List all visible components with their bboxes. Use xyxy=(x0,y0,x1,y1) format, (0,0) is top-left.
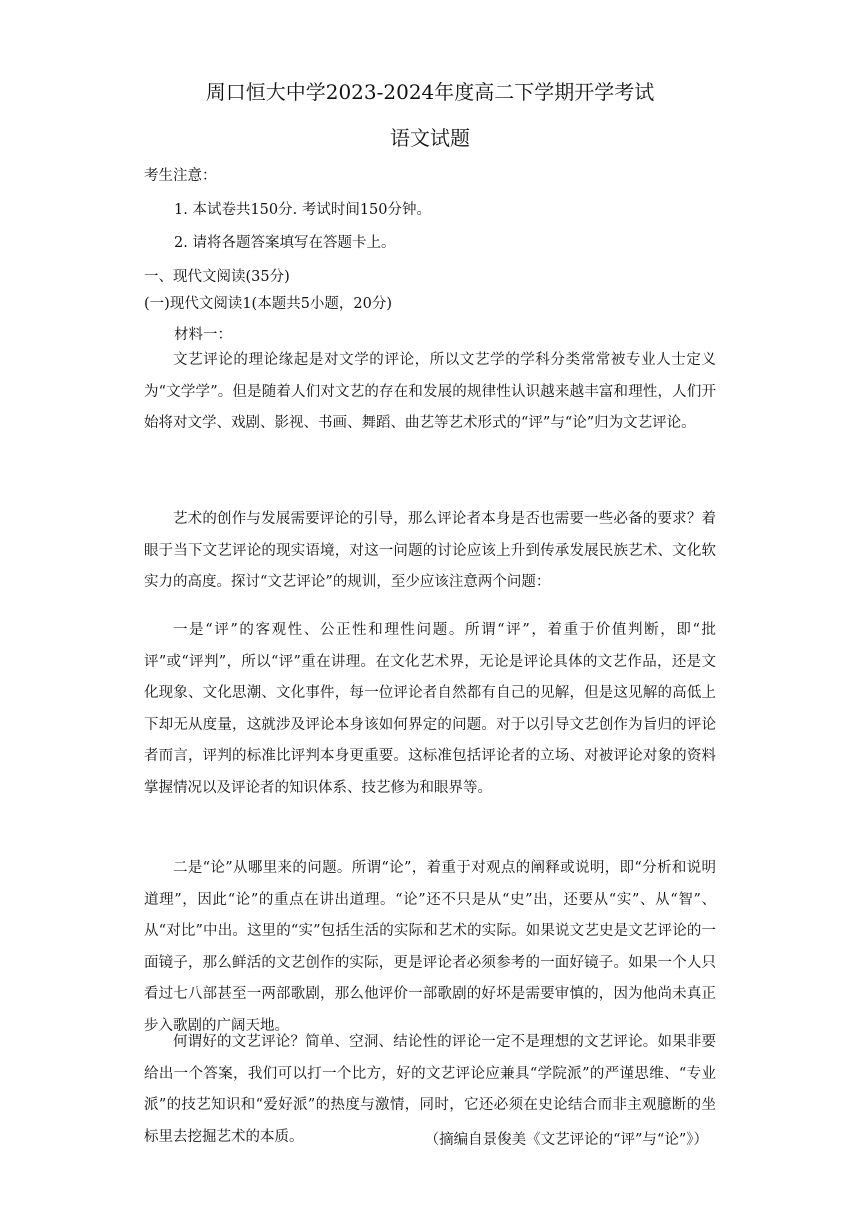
section-heading: 一、现代文阅读(35分) xyxy=(144,269,290,285)
notice-heading: 考生注意： xyxy=(144,168,217,184)
subsection-heading: (一)现代文阅读1(本题共5小题，20分) xyxy=(144,296,393,312)
paragraph-1: 文艺评论的理论缘起是对文学的评论，所以文艺学的学科分类常常被专业人士定义为“文学学”。但是随着人们对文艺的存在和发展的规律性认识越来越丰富和理性，人们开始将对文学、戏剧、影视、书画、舞蹈、曲艺等艺术形式的“评”与“论”归为文艺评论。 xyxy=(144,352,716,432)
exam-title: 周口恒大中学2023-2024年度高二下学期开学考试 xyxy=(205,80,655,104)
source-citation: （摘编自景俊美《文艺评论的“评”与“论”》） xyxy=(424,1132,708,1148)
material-label: 材料一： xyxy=(174,327,232,343)
notice-item-2: 2. 请将各题答案填写在答题卡上。 xyxy=(174,235,396,251)
notice-item-1: 1. 本试卷共150分. 考试时间150分钟。 xyxy=(174,202,432,218)
paragraph-4: 二是“论”从哪里来的问题。所谓“论”，着重于对观点的阐释或说明，即“分析和说明道理”，因此“论”的重点在讲出道理。“论”还不只是从“史”出，还要从“实”、从“智”、从“对比”中出。这里的“实”包括生活的实际和艺术的实际。如果说文艺史是文艺评论的一面镜子，那么鲜活的文艺创作的实际，更是评论者必须参考的一面好镜子。如果一个人只看过七八部甚至一两部歌剧，那么他评价一部歌剧的好坏是需要审慎的，因为他尚未真正步入歌剧的广阔天地。 xyxy=(144,860,716,1034)
paragraph-5: 何谓好的文艺评论？简单、空洞、结论性的评论一定不是理想的文艺评论。如果非要给出一个答案，我们可以打一个比方，好的文艺评论应兼具“学院派”的严谨思维、“专业派”的技艺知识和“爱好派”的热度与激情，同时，它还必须在史论结合而非主观臆断的坐标里去挖掘艺术的本质。 xyxy=(144,1034,716,1145)
exam-subtitle: 语文试题 xyxy=(390,126,470,150)
paragraph-2: 艺术的创作与发展需要评论的引导，那么评论者本身是否也需要一些必备的要求？着眼于当下文艺评论的现实语境，对这一问题的讨论应该上升到传承发展民族艺术、文化软实力的高度。探讨“文艺评论”的规训，至少应该注意两个问题： xyxy=(144,511,716,591)
paragraph-3: 一是“评”的客观性、公正性和理性问题。所谓“评”，着重于价值判断，即“批评”或“评判”，所以“评”重在讲理。在文化艺术界，无论是评论具体的文艺作品，还是文化现象、文化思潮、文化事件，每一位评论者自然都有自己的见解，但是这见解的高低上下却无从度量，这就涉及评论本身该如何界定的问题。对于以引导文艺创作为旨归的评论者而言，评判的标准比评判本身更重要。这标准包括评论者的立场、对被评论对象的资料掌握情况以及评论者的知识体系、技艺修为和眼界等。 xyxy=(144,622,716,796)
